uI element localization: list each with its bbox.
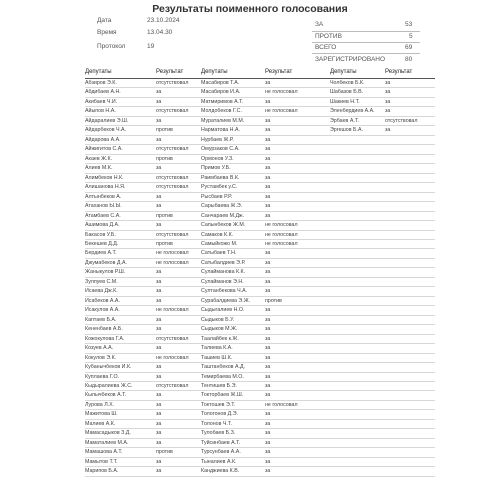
vote-result: за [265,439,271,446]
deputy-name: Алтынбеков А. [85,193,122,200]
vote-result: за [265,458,271,465]
vote-result: за [265,165,271,172]
deputy-name: Токтошев Э.Т. [201,401,236,408]
table-row [85,287,435,296]
summary-label-for: ЗА [315,21,324,28]
table-row [85,448,435,457]
column-header: Результат [156,69,184,75]
vote-result: за [385,127,391,134]
deputy-name: Толонов Ч.Т. [201,420,233,427]
vote-result: за [265,316,271,323]
deputy-name: Талиева К.А. [201,345,233,352]
vote-result: за [156,345,162,352]
vote-result: за [156,117,162,124]
deputy-name: Ормонов У.З. [201,155,234,162]
vote-result: за [265,430,271,437]
deputy-name: Эргешов Б.А. [330,127,363,134]
deputy-name: Примов У.Б. [201,165,231,172]
vote-result: не голосовал [265,401,298,408]
deputy-name: Алиев М.К. [85,165,113,172]
vote-result: за [265,278,271,285]
vote-result: за [156,458,162,465]
table-row [85,126,435,135]
table-row [85,164,435,173]
deputy-name: Самаков К.К. [201,231,234,238]
deputy-name: Турсунбаев А.А. [201,449,241,456]
table-row [85,354,435,363]
vote-result: за [265,420,271,427]
deputy-name: Сапынбеков Ж.М. [201,222,246,229]
table-row [85,316,435,325]
vote-result: отсутствовал [156,184,189,191]
table-row [85,183,435,192]
table-row [85,467,435,476]
vote-result: за [156,297,162,304]
vote-result: против [156,127,173,134]
vote-result: за [156,430,162,437]
deputy-name: Козуев А.А. [85,345,114,352]
vote-result: не голосовал [156,354,189,361]
vote-result: не голосовал [265,89,298,96]
deputy-name: Исакулов А.А. [85,307,120,314]
deputy-name: Кененбаев А.Б. [85,326,123,333]
deputy-name: Темирбаева М.О. [201,373,244,380]
vote-result: за [385,98,391,105]
deputy-name: Исаева Дж.К. [85,288,118,295]
summary-divider [312,42,420,43]
deputy-name: Масабиров И.А. [201,89,241,96]
summary-divider [312,31,420,32]
deputy-name: Атамбаев С.А. [85,212,121,219]
table-row [85,268,435,277]
deputy-name: Сыдыков М.Ж. [201,326,238,333]
table-row [85,98,435,107]
vote-result: за [265,335,271,342]
vote-result: не голосовал [156,307,189,314]
vote-result: за [156,222,162,229]
deputy-name: Тулобаев Б.З. [201,430,236,437]
vote-result: за [265,354,271,361]
deputy-name: Алишанова Н.Я. [85,184,126,191]
vote-result: отсутствовал [156,383,189,389]
deputy-name: Сатыбаев Т.Н. [201,250,237,257]
deputy-name: Кокулов Э.К. [85,354,117,361]
summary-value-against: 5 [409,33,413,40]
vote-result: за [265,259,271,266]
deputy-name: Кожокулова Г.А. [85,335,125,342]
deputy-name: Матмиримов А.Т. [201,98,244,105]
vote-result: за [385,89,391,96]
vote-result: за [265,146,271,153]
vote-result: за [156,193,162,200]
vote-result: не голосовал [265,108,298,115]
vote-result: за [156,316,162,323]
time-label: Время [97,29,117,36]
vote-result: за [265,411,271,418]
deputy-name: Молдобеков Г.С. [201,108,242,115]
vote-result: за [156,401,162,408]
vote-result: за [265,117,271,124]
deputy-name: Бердиев А.Т. [85,250,117,257]
vote-result: отсутствовал [156,108,189,115]
deputy-name: Марипов Б.А. [85,468,119,475]
table-row [85,344,435,353]
deputy-name: Каптаев Б.А. [85,316,117,323]
vote-result: за [265,288,271,295]
vote-result: за [265,269,271,276]
deputy-name: Айдарбеков Ч.А. [85,127,127,134]
deputy-name: Канджиева К.В. [201,468,240,475]
deputy-name: Лурова Л.Х. [85,401,115,408]
vote-result: отсутствовал [385,117,418,124]
vote-result: за [265,468,271,475]
vote-result: за [265,373,271,380]
table-row [85,249,435,258]
deputy-name: Таштанбеков А.Д. [201,364,246,371]
deputy-name: Абзиров Э.К. [85,80,117,86]
vote-result: за [156,136,162,143]
deputy-name: Мамытов Т.Т. [85,458,118,465]
deputy-name: Айыпов Н.А. [85,108,116,115]
table-row [85,88,435,97]
deputy-name: Айдаралиев Э.Ш. [85,117,129,124]
vote-result: за [156,165,162,172]
table-row [85,410,435,419]
column-header: Результат [265,69,293,75]
table-row [85,439,435,448]
protocol-label: Протокол [97,43,126,50]
vote-result: за [265,392,271,399]
vote-result: за [156,411,162,418]
deputy-name: Мажитова Ш. [85,411,118,418]
vote-result: за [265,174,271,181]
vote-result: за [385,108,391,115]
vote-result: против [156,240,173,247]
deputy-name: Айдарова А.А. [85,136,121,143]
table-row [85,174,435,183]
deputy-name: Сыдыгалиев Н.О. [201,307,245,314]
table-row [85,420,435,429]
vote-result: не голосовал [265,231,298,238]
vote-result: за [265,307,271,314]
protocol-value: 19 [147,43,155,50]
deputy-name: Кылычбеков А.Т. [85,392,127,399]
vote-result: не голосовал [156,250,189,257]
deputy-name: Джумабеков Д.А. [85,259,127,266]
table-row [85,202,435,211]
vote-result: за [156,288,162,295]
deputy-name: Атаханов Ы.Ы. [85,203,122,210]
deputy-name: Акибаев Ч.И. [85,98,118,105]
deputy-name: Туйсинбаев А.Т. [201,439,241,446]
vote-result: за [265,250,271,257]
vote-result: за [265,449,271,456]
table-row [85,221,435,230]
summary-label-registered: ЗАРЕГИСТРИРОВАНО [315,56,386,63]
vote-result: за [156,468,162,475]
deputy-name: Сыдыков Б.У. [201,316,235,323]
deputy-name: Самыйкожо М. [201,240,238,247]
table-row [85,212,435,221]
deputy-name: Омурзаков С.А. [201,146,240,153]
deputy-name: Ташиев Ш.К. [201,354,233,361]
vote-result: за [265,383,271,389]
column-header: Результат [385,69,413,75]
table-row [85,325,435,334]
summary-label-against: ПРОТИВ [315,33,342,40]
summary-divider [312,53,420,54]
deputy-name: Акаев Ж.К. [85,155,113,162]
column-header: Депутаты [330,69,357,75]
deputy-name: Раимбаева В.К. [201,174,240,181]
table-row [85,259,435,268]
deputy-name: Алимбеков Н.К. [85,174,124,181]
date-label: Дата [97,17,112,24]
deputy-name: Тыналиев А.К. [201,458,237,465]
vote-result: не голосовал [156,259,189,266]
vote-result: за [265,212,271,219]
table-row [85,391,435,400]
deputy-name: Бекешев Д.Д. [85,240,119,247]
table-row [85,401,435,410]
deputy-name: Малиев А.К. [85,420,116,427]
deputy-name: Ашимова Д.А. [85,222,120,229]
deputy-name: Тологонов Д.Э. [201,411,239,418]
deputy-name: Сулайманова К.К. [201,269,246,276]
deputy-name: Масабиров Т.А. [201,80,240,86]
summary-value-total: 69 [405,44,413,51]
vote-result: за [156,89,162,96]
table-row [85,278,435,287]
vote-result: за [265,80,271,86]
vote-result: отсутствовал [156,174,189,181]
deputy-name: Бакасов У.Б. [85,231,116,238]
vote-result: за [265,364,271,371]
deputy-name: Куплаева Г.О. [85,373,120,380]
vote-result: за [265,98,271,105]
deputy-name: Абдибаев А.Н. [85,89,121,96]
deputy-name: Султанбекова Ч.А. [201,288,248,295]
deputy-name: Санчараев М.Дж. [201,212,245,219]
deputy-name: Жаныкулов Р.Ш. [85,269,126,276]
table-header [85,69,435,79]
deputy-name: Тентишев Б.Э. [201,383,237,389]
deputy-name: Мамашова А.Т. [85,449,123,456]
table-row [85,458,435,467]
deputy-name: Сурабалдиева Э.Ж. [201,297,251,304]
deputy-name: Сатыбалдиев Э.Р. [201,259,246,266]
vote-result: отсутствовал [156,335,189,342]
deputy-name: Чолбеков Б.К. [330,80,365,86]
table-row [85,363,435,372]
page-title: Результаты поименного голосования [152,3,348,15]
vote-result: против [265,297,282,304]
vote-result: не голосовал [265,240,298,247]
table-row [85,117,435,126]
deputy-name: Айжигитов С.А. [85,146,123,153]
vote-result: за [156,203,162,210]
vote-result: за [265,184,271,191]
table-row [85,382,435,391]
deputy-name: Кыдыралиева Ж.С. [85,383,133,389]
deputy-name: Нарматова Н.А. [201,127,240,134]
table-row [85,335,435,344]
deputy-name: Сарыбаева Ж.Э. [201,203,243,210]
vote-result: отсутствовал [156,80,189,86]
table-row [85,193,435,202]
vote-result: отсутствовал [156,146,189,153]
deputy-name: Таалайбек к.Ж. [201,335,239,342]
deputy-name: Рустамбек у.С. [201,184,238,191]
vote-result: за [156,326,162,333]
time-value: 13.04.30 [147,29,173,36]
table-row [85,373,435,382]
deputy-name: Исабеков А.А. [85,297,120,304]
vote-result: отсутствовал [156,231,189,238]
vote-result: против [156,212,173,219]
vote-result: за [156,269,162,276]
deputy-name: Рысбаев Р.Р. [201,193,233,200]
deputy-name: Эрбаев А.Т. [330,117,359,124]
vote-result: за [156,278,162,285]
table-row [85,155,435,164]
vote-result: не голосовал [265,222,298,229]
table-row [85,429,435,438]
table-row [85,231,435,240]
deputy-name: Шакиев Н.Т. [330,98,360,105]
vote-result: за [265,326,271,333]
deputy-name: Маматалиев М.А. [85,439,129,446]
vote-result: против [156,155,173,162]
column-header: Депутаты [201,69,228,75]
vote-result: за [156,420,162,427]
vote-result: за [265,136,271,143]
deputy-name: Мамасадыков З.Д. [85,430,131,437]
vote-result: за [156,98,162,105]
deputy-name: Нурбаев Ж.Р. [201,136,234,143]
vote-result: за [265,345,271,352]
deputy-name: Шабазов Б.В. [330,89,364,96]
vote-result: за [156,439,162,446]
vote-result: за [265,155,271,162]
vote-table [85,79,435,477]
deputy-name: Кубанычбеков И.К. [85,364,132,371]
vote-result: за [156,364,162,371]
summary-value-registered: 80 [405,56,413,63]
deputy-name: Зулпуев С.М. [85,278,118,285]
vote-result: против [156,449,173,456]
vote-result: за [265,193,271,200]
vote-result: за [265,127,271,134]
deputy-name: Мураталиев М.М. [201,117,245,124]
deputy-name: Эленбердиев А.А. [330,108,375,115]
table-row [85,297,435,306]
deputy-name: Сулайманов Э.Н. [201,278,244,285]
vote-result: за [156,373,162,380]
vote-result: за [385,80,391,86]
vote-result: за [265,203,271,210]
date-value: 23.10.2024 [147,17,180,24]
table-row [85,79,435,88]
table-row [85,107,435,116]
column-header: Депутаты [85,69,112,75]
table-row [85,136,435,145]
table-row [85,240,435,249]
summary-label-total: ВСЕГО [315,44,337,51]
vote-result: за [156,392,162,399]
table-row [85,306,435,315]
deputy-name: Токторбаев Ж.Ш. [201,392,244,399]
summary-value-for: 53 [405,21,413,28]
table-row [85,145,435,154]
